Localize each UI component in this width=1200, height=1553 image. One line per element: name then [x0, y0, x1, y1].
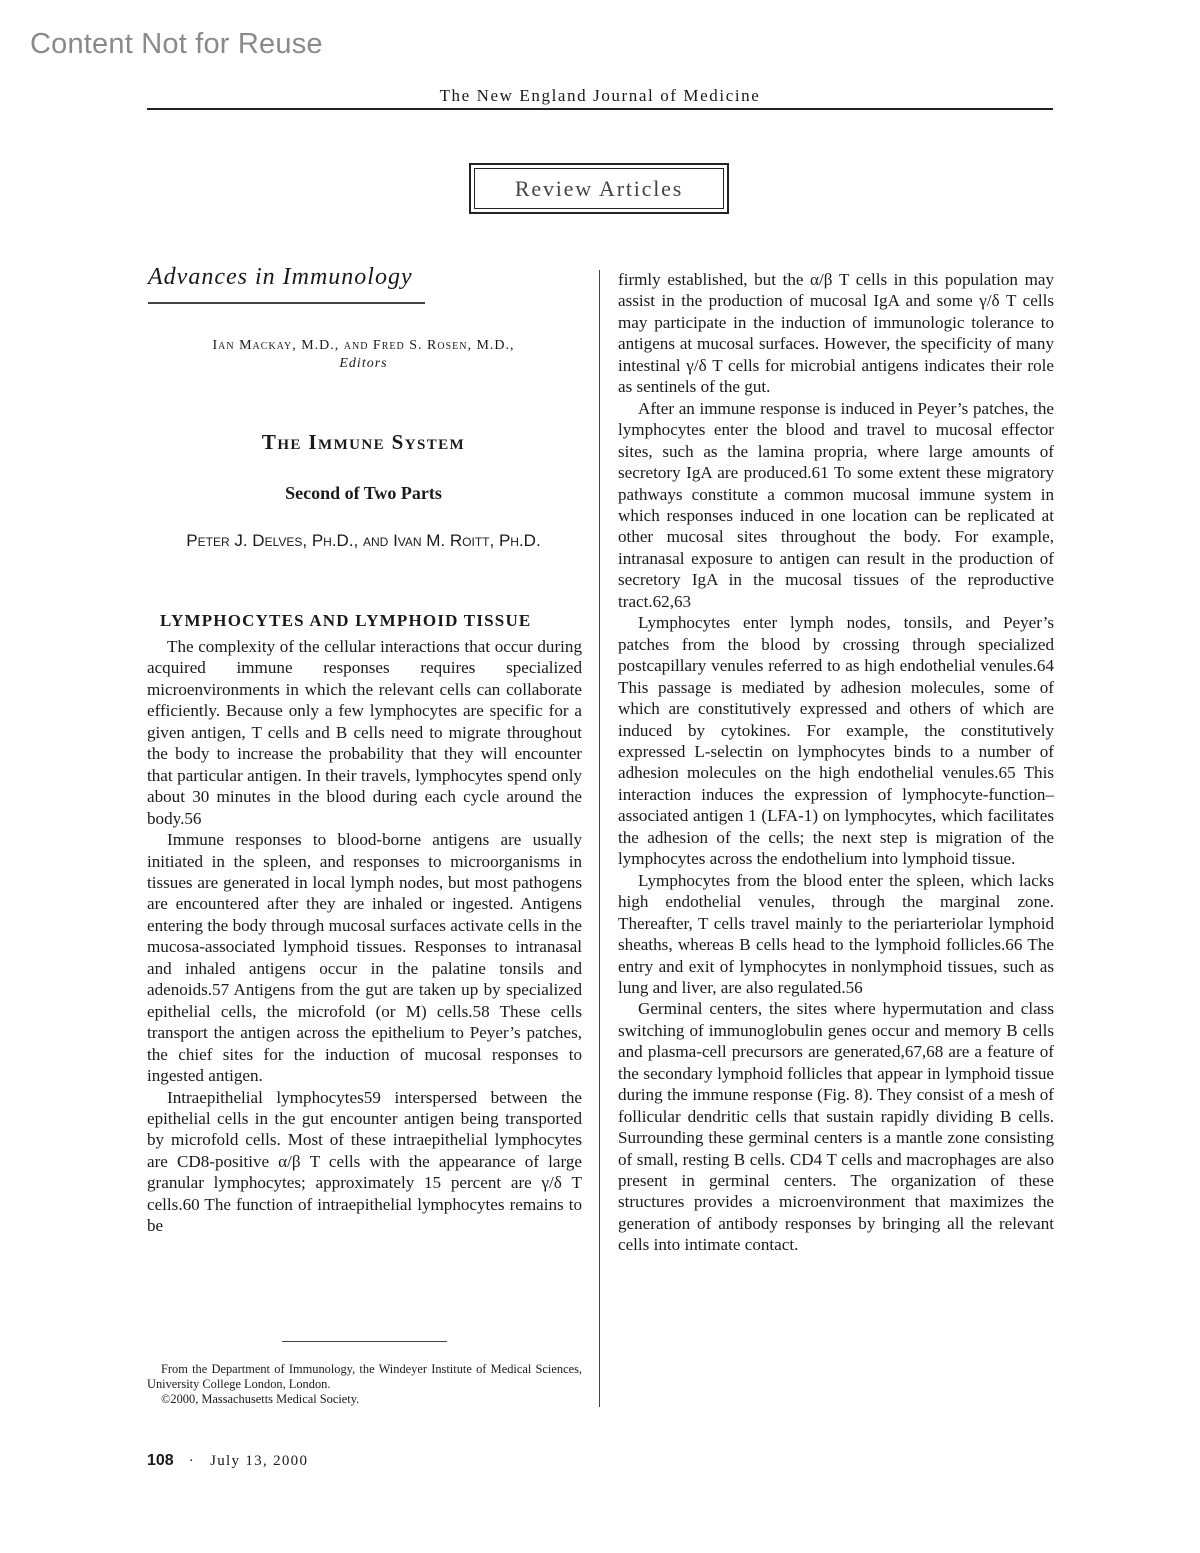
right-column [618, 269, 1054, 1256]
paragraph: The complexity of the cellular interactions that occur during acquired immune responses requires specialized microenvironments in which the relevant cells can collaborate efficiently. Because only a few lymphocytes are specific for a given antigen, T cells and B cells need to migrate throughout the body to increase the probability that they will encounter that particular antigen. In their travels, lymphocytes spend only about 30 minutes in the blood during each cycle around the body.56 [147, 637, 582, 828]
folio-separator: · [188, 1453, 196, 1469]
paragraph: firmly established, but the α/β T cells in this population may assist in the production of mucosal IgA and some γ/δ T cells may participate in the induction of immunologic tolerance to antigens at mucosal surfaces. However, the specificity of many intestinal γ/δ T cells for microbial antigens indicates their role as sentinels of the gut. [618, 270, 1054, 397]
header-rule [147, 108, 1053, 110]
footnote-copyright: ©2000, Massachusetts Medical Society. [161, 1392, 360, 1406]
section-label: Review Articles [474, 168, 724, 209]
series-title: Advances in Immunology [148, 264, 413, 290]
editors-label: Editors [339, 356, 388, 371]
section-heading: LYMPHOCYTES AND LYMPHOID TISSUE [160, 611, 532, 630]
footnote-rule [282, 1341, 447, 1342]
page-number: 108 [147, 1452, 174, 1469]
footnote-affiliation: From the Department of Immunology, the Windeyer Institute of Medical Sciences, University College London, London. [147, 1362, 582, 1391]
paragraph: After an immune response is induced in Peyer’s patches, the lymphocytes enter the blood and travel to mucosal effector sites, such as the lamina propria, where large amounts of secretory IgA are produced.61 To some extent these migratory pathways constitute a common mucosal immune system in which responses induced in one location can be replicated at other mucosal sites throughout the body. For example, intranasal exposure to antigen can result in the production of secretory IgA in the mucosal tissues of the reproductive tract.62,63 [618, 398, 1054, 611]
footnote [147, 1362, 582, 1407]
column-divider [599, 270, 600, 1407]
article-subtitle: Second of Two Parts [285, 483, 442, 503]
series-editors [147, 337, 580, 373]
section-label-box [469, 163, 729, 214]
paragraph: Lymphocytes from the blood enter the spleen, which lacks high endothelial venules, through the marginal zone. Thereafter, T cells travel mainly to the periarteriolar lymphoid sheaths, whereas B cells head to the lymphoid follicles.66 The entry and exit of lymphocytes in nonlymphoid tissues, such as lung and liver, are also regulated.56 [618, 870, 1054, 997]
editors-names: Ian Mackay, M.D., and Fred S. Rosen, M.D., [212, 338, 515, 353]
left-column [147, 636, 582, 1237]
paragraph: Intraepithelial lymphocytes59 interspersed between the epithelial cells in the gut encounter antigen being transported by microfold cells. Most of these intraepithelial lymphocytes are CD8-positive α/β T cells with the appearance of large granular lymphocytes; approximately 15 percent are γ/δ T cells.60 The function of intraepithelial lymphocytes remains to be [147, 1087, 582, 1236]
paragraph: Lymphocytes enter lymph nodes, tonsils, and Peyer’s patches from the blood by crossing through specialized postcapillary venules referred to as high endothelial venules.64 This passage is mediated by adhesion molecules, some of which are constitutively expressed and others of which are induced by cytokines. For example, the constitutively expressed L-selectin on lymphocytes binds to a number of adhesion molecules on the high endothelial venules.65 This interaction induces the expression of lymphocyte-function–associated antigen 1 (LFA-1) on lymphocytes, which facilitates the adhesion of the cells; the next step is migration of the lymphocytes across the endothelium into lymphoid tissue. [618, 613, 1054, 869]
paragraph: Immune responses to blood-borne antigens are usually initiated in the spleen, and responses to microorganisms in tissues are generated in local lymph nodes, but most pathogens are encountered after they are inhaled or ingested. Antigens entering the body through mucosal surfaces activate cells in the mucosa-associated lymphoid tissues. Responses to intranasal and inhaled antigens occur in the palatine tonsils and adenoids.57 Antigens from the gut are taken up by specialized epithelial cells, the microfold (or M) cells.58 These cells transport the antigen across the epithelium to Peyer’s patches, the chief sites for the induction of mucosal responses to ingested antigen. [147, 830, 582, 1086]
article-title: The Immune System [261, 430, 466, 454]
series-title-rule [148, 302, 425, 304]
page-footer [147, 1452, 308, 1470]
issue-date: July 13, 2000 [210, 1453, 309, 1469]
journal-running-head: The New England Journal of Medicine [439, 86, 761, 105]
article-authors: Peter J. Delves, Ph.D., and Ivan M. Roitt, Ph.D. [186, 531, 541, 550]
paragraph: Germinal centers, the sites where hypermutation and class switching of immunoglobulin genes occur and memory B cells and plasma-cell precursors are generated,67,68 are a feature of the secondary lymphoid follicles that appear in lymphoid tissue during the immune response (Fig. 8). They consist of a mesh of follicular dendritic cells that sustain rapidly dividing B cells. Surrounding these germinal centers is a mantle zone consisting of small, resting B cells. CD4 T cells and macrophages are also present in germinal centers. The organization of these structures provides a microenvironment that maximizes the generation of antibody responses by bringing all the relevant cells into intimate contact. [618, 999, 1054, 1255]
watermark: Content Not for Reuse [30, 28, 323, 60]
